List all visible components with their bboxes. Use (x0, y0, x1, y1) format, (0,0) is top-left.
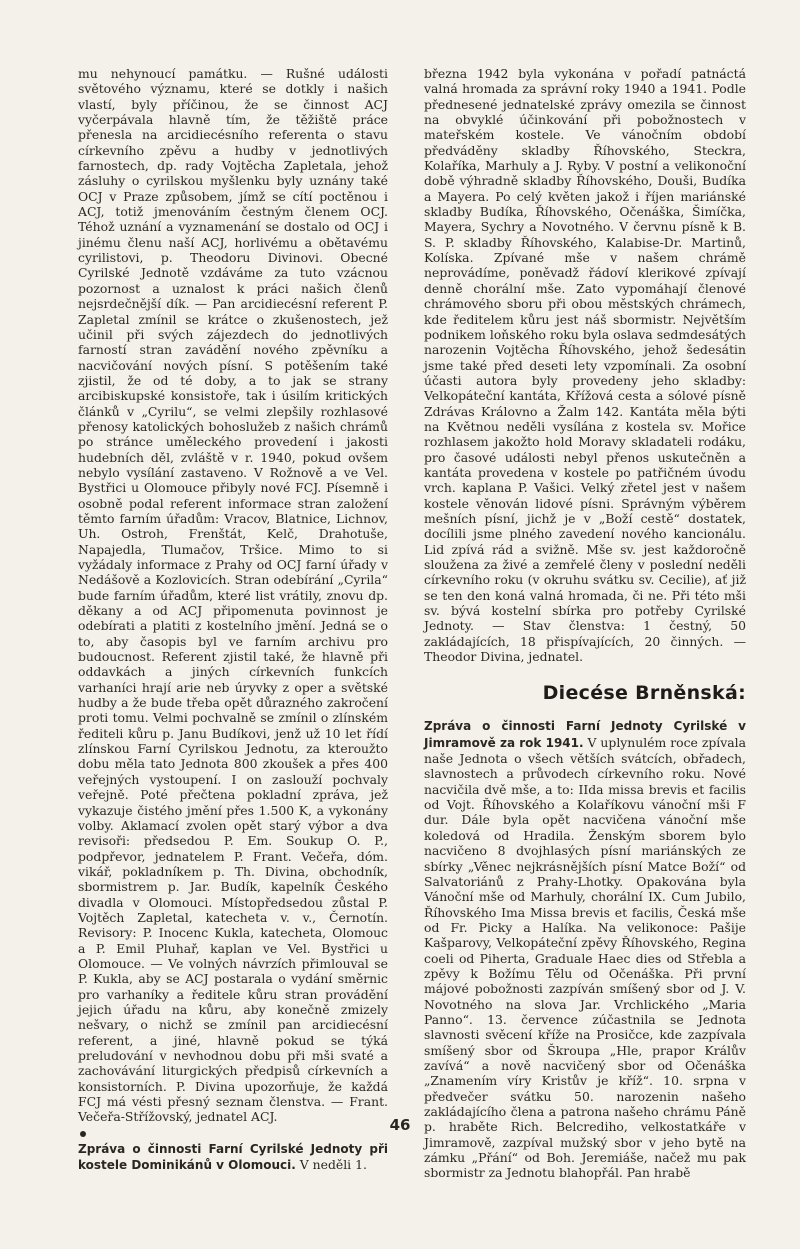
left-paragraph-1: mu nehynoucí památku. — Rušné události světového významu, které se dotkly i našich vlastí, byly příčinou, že se činnost ACJ vyčerpávala hlavně tím, že těžiště práce přenesla na arcidiecésního referenta o stavu církevního zpěvu a hudby v jednotlivých farnostech, dp. rady Vojtěcha Zapletala, jehož zásluhy o cyrilskou myšlenku byly uznány také OCJ v Praze způsobem, jímž se cítí poctěnou i ACJ, totiž jmenováním čestným členem OCJ. Téhož uznání a vyznamenání se dostalo od OCJ i jinému členu naší ACJ, horlivému a obětavému cyrilistovi, p. Theodoru Divinovi. Obecné Cyrilské Jednotě vzdáváme za tuto vzácnou pozornost a uznalost k práci našich členů nejsrdečnější dík. — Pan arcidiecésní referent P. Zapletal zmínil se krátce o zkušenostech, jež učinil při svých zájezdech do jednotlivých farností stran zavádění nového zpěvníku a nacvičování nových písní. S potěšením také zjistil, že od té doby, a to jak se strany arcibiskupské konsistoře, tak i úsilím kritických článků v „Cyrilu“, se velmi zlepšily rozhlasové přenosy katolických bohoslužeb z našich chrámů po stránce uměleckého provedení i jakosti hudebních děl, zvláště v r. 1940, pokud ovšem nebylo vysílání zastaveno. V Rožnově a ve Vel. Bystřici u Olomouce přibyly nové FCJ. Písemně i osobně podal referent informace stran založení těmto farním úřadům: Vracov, Blatnice, Lichnov, Uh. Ostroh, Frenštát, Kelč, Drahotuše, Napajedla, Tlumačov, Tršice. Mimo to si vyžádaly informace z Prahy od OCJ farní úřady v Nedášově a Kozlovicích. Stran odebírání „Cyrila“ bude farním úřadům, které list vrátily, znovu dp. děkany a od ACJ připomenuta povinnost je odebírati a platiti z kostelního jmění. Jedná se o to, aby časopis byl ve farním archivu pro budoucnost. Referent zjistil také, že hlavně při oddavkách a jiných církevních funkcích varhaníci hrají arie neb úryvky z oper a světské hudby a že bude třeba opět důrazného zakročení proti tomu. Velmi pochvalně se zmínil o zlínském řediteli kůru p. Janu Budíkovi, jenž už 10 let řídí zlínskou Farní Cyrilskou Jednotu, za kteroužto dobu měla tato Jednota 800 zkoušek a přes 400 veřejných vystoupení. I on zaslouží pochvaly veřejně. Poté přečtena pokladní zpráva, jež vykazuje čistého jmění přes 1.500 K, a vykonány volby. Aklamací zvolen opět starý výbor a dva revisoři: předsedou P. Em. Soukup O. P., podpřevor, jednatelem P. Frant. Večeřa, dóm. vikář, pokladníkem p. Th. Divina, obchodník, sbormistrem p. Jar. Budík, kapelník Českého divadla v Olomouci. Místopředsedou zůstal P. Vojtěch Zapletal, katecheta v. v., Černotín. Revisory: P. Inocenc Kukla, katecheta, Olomouc a P. Emil Pluhař, kaplan ve Vel. Bystřici u Olomouce. — Ve volných návrzích přimlouval se P. Kukla, aby se ACJ postarala o vydání směrnic pro varhaníky a ředitele kůru stran provádění jejich úřadu na kůru, aby konečně zmizely nešvary, o nichž se zmínil pan arcidiecésní referent, a jiné, hlavně pokud se týká preludování v nevhodnou dobu při mši svaté a zachovávání liturgických předpisů církevních a konsistorních. P. Divina upozorňuje, že každá FCJ má vésti přesný seznam členstva. — Frant. Večeřa-Střížovský, jednatel ACJ. (78, 66, 388, 1125)
report-text-olomouc: V neděli 1. (295, 1157, 367, 1173)
report-title-olomouc: Zpráva o činnosti Farní Cyrilské Jednoty při kostele Dominikánů v Olomouci. (78, 1141, 388, 1173)
right-paragraph-2 (424, 718, 746, 1180)
report-text-jimramov: V uplynulém roce zpívala naše Jednota o všech větších svátcích, obřadech, slavnostech a průvodech církevního roku. Nové nacvičila dvě mše, a to: IIda missa brevis et facilis od Vojt. Říhovského a Kolaříkovu vánoční mši F dur. Dále byla opět nacvičena vánoční mše koledová od Hradila. Ženským sborem bylo nacvičeno 8 dvojhlasých písní mariánských ze sbírky „Věnec nejkrásnějších písní Matce Boží“ od Salvatoriánů z Prahy-Lhotky. Opakována byla Vánoční mše od Marhuly, chorální IX. Cum Jubilo, Říhovského Ima Missa brevis et facilis, Česká mše od Fr. Picky a Halíka. Na velikonoce: Pašije Kašparovy, Velkopáteční zpěvy Říhovského, Regina coeli od Piherta, Graduale Haec dies od Střebla a zpěvy k Božímu Tělu od Očenáška. Při první májové pobožnosti zazpíván smíšený sbor od J. V. Novotného na slova Jar. Vrchlického „Maria Panno“. 13. července zúčastnila se Jednota slavnosti svěcení kříže na Prosičce, kde zazpívala smíšený sbor od Škroupa „Hle, prapor Králův zavívá“ a nově nacvičený sbor od Očenáška „Znamením víry Kristův je kříž“. 10. srpna v předvečer svátku 50. narozenin našeho zakládajícího člena a patrona našeho chrámu Páně p. hraběte Rich. Belcrediho, velkostatkáře v Jimramově, zazpíval mužský sbor v jeho bytě na zámku „Přání“ od Boh. Jeremiáše, načež mu pak sbormistr za Jednotu blahopřál. Pan hrabě (424, 734, 746, 1181)
right-column (424, 66, 746, 1181)
page-number: 46 (389, 1116, 411, 1134)
section-heading: Diecése Brněnská: (542, 682, 746, 705)
right-paragraph-1: března 1942 byla vykonána v pořadí patnáctá valná hromada za správní roky 1940 a 1941. Podle přednesené jednatelské zprávy omezila se činnost na obvyklé účinkování při pobožnostech v mateřském kostele. Ve vánočním období předváděny skladby Říhovského, Steckra, Kolaříka, Marhuly a J. Ryby. V postní a velikonoční době výhradně skladby Říhovského, Douši, Budíka a Mayera. Po celý květen jakož i říjen mariánské skladby Budíka, Říhovského, Očenáška, Šimíčka, Mayera, Sychry a Novotného. V červnu písně k B. S. P. skladby Říhovského, Kalabise-Dr. Martinů, Kolíska. Zpívané mše v našem chrámě neprovádíme, poněvadž řádoví klerikové zpívají denně chorální mše. Zato vypomáhají členové chrámového sboru při obou městských chrámech, kde ředitelem kůru jest náš sbormistr. Největším podnikem loňského roku byla oslava sedmdesátých narozenin Vojtěcha Říhovského, jehož šedesátin jsme také před deseti lety vzpomínali. Za osobní účasti autora byly provedeny jeho skladby: Velkopáteční kantáta, Křížová cesta a sólové písně Zdrávas Královno a Žalm 142. Kantáta měla býti na Květnou neděli vysílána z kostela sv. Mořice rozhlasem jakožto hold Moravy skladateli rodáku, pro časové události nebyl přenos uskutečněn a kantáta provedena v kostele po patřičném úvodu vrch. kaplana P. Vašici. Velký zřetel jest v našem kostele věnován lidové písni. Správným výběrem mešních písní, jichž je v „Boží cestě“ dostatek, docílili jsme plného zavedení nového kancionálu. Lid zpívá rád a svižně. Mše sv. jest každoročně sloužena za živé a zemřelé členy v poslední neděli církevního roku (v okruhu svátku sv. Cecilie), ať již se ten den koná valná hromada, či ne. Při této mši sv. bývá kostelní sbírka pro potřeby Cyrilské Jednoty. — Stav členstva: 1 čestný, 50 zakládajících, 18 přispívajících, 20 činných. — Theodor Divina, jednatel. (424, 66, 746, 665)
left-paragraph-2 (78, 1141, 388, 1174)
report-title-jimramov: Zpráva o činnosti Farní Jednoty Cyrilské v Jimramově za rok 1941. (424, 719, 746, 750)
left-column (78, 66, 388, 1173)
